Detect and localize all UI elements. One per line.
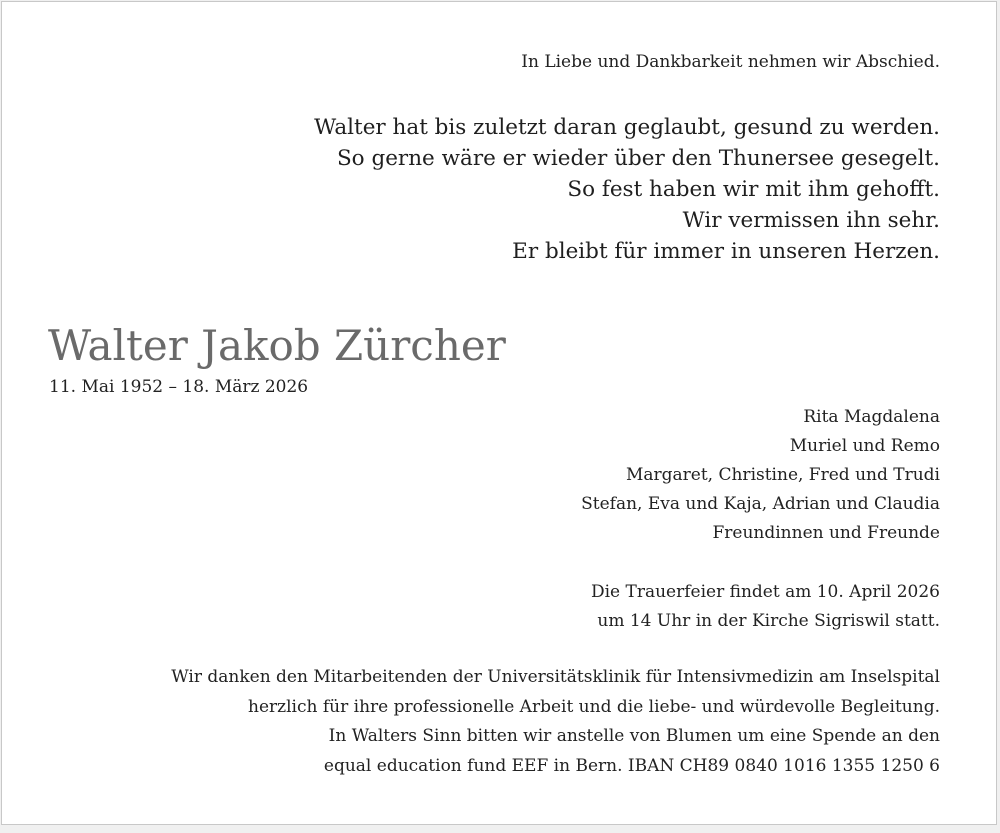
mourner-line: Freundinnen und Freunde: [712, 523, 940, 543]
service-line: Die Trauerfeier findet am 10. April 2026: [590, 582, 940, 602]
mourner-line: Rita Magdalena: [803, 407, 940, 427]
service-line: um 14 Uhr in der Kirche Sigriswil statt.: [597, 611, 940, 631]
thanks-line: herzlich für ihre professionelle Arbeit und die liebe- und würdevolle Begleitung.: [248, 696, 940, 717]
poem-line: Er bleibt für immer in unseren Herzen.: [512, 239, 940, 264]
poem: [314, 112, 940, 267]
thanks-paragraph: [171, 663, 940, 781]
life-dates: 11. Mai 1952 – 18. März 2026: [49, 377, 309, 397]
funeral-service-info: [591, 578, 940, 636]
intro-line: In Liebe und Dankbarkeit nehmen wir Abschied.: [521, 52, 940, 72]
obituary-notice: [1, 1, 997, 825]
mourner-line: Muriel und Remo: [789, 436, 940, 456]
poem-line: Wir vermissen ihn sehr.: [682, 208, 940, 233]
deceased-name: Walter Jakob Zürcher: [48, 321, 506, 370]
poem-line: So fest haben wir mit ihm gehofft.: [567, 177, 940, 202]
poem-line: So gerne wäre er wieder über den Thunersee gesegelt.: [336, 146, 940, 171]
thanks-line: equal education fund EEF in Bern. IBAN CH89 0840 1016 1355 1250 6: [323, 755, 940, 776]
mourner-line: Margaret, Christine, Fred und Trudi: [625, 465, 940, 485]
poem-line: Walter hat bis zuletzt daran geglaubt, gesund zu werden.: [314, 115, 940, 140]
thanks-line: Wir danken den Mitarbeitenden der Universitätsklinik für Intensivmedizin am Inselspital: [171, 667, 940, 687]
thanks-line: In Walters Sinn bitten wir anstelle von Blumen um eine Spende an den: [328, 726, 940, 746]
mourner-line: Stefan, Eva und Kaja, Adrian und Claudia: [581, 494, 940, 514]
mourners-list: [581, 403, 940, 548]
